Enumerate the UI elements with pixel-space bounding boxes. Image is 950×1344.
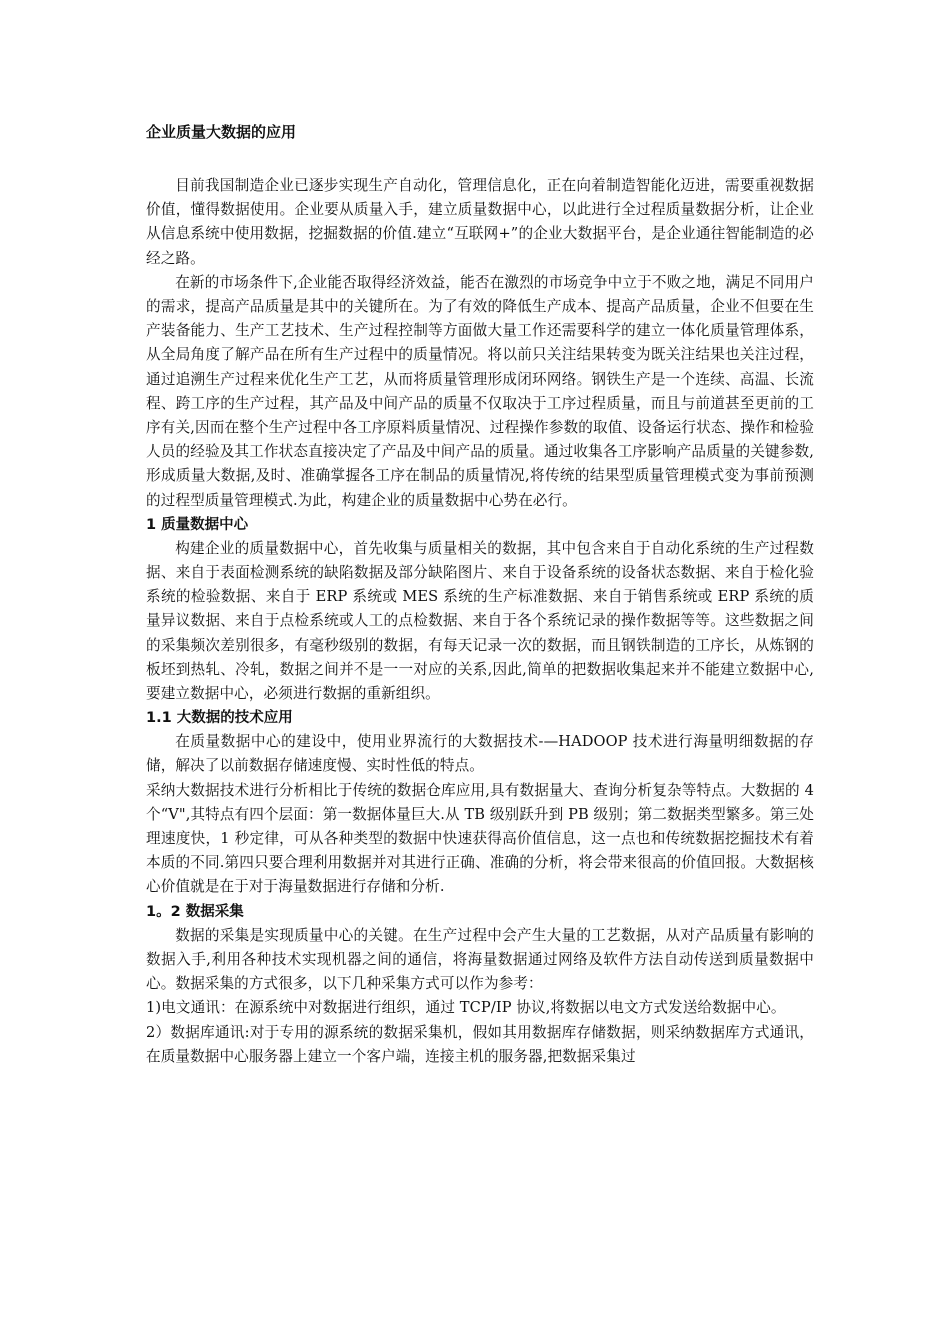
document-title: 企业质量大数据的应用 xyxy=(146,123,297,141)
intro-paragraph-2: 在新的市场条件下,企业能否取得经济效益，能否在激烈的市场竞争中立于不败之地，满足不同用户的需求，提高产品质量是其中的关键所在。为了有效的降低生产成本、提高产品质量，企业不但要在生产装备能力、生产工艺技术、生产过程控制等方面做大量工作还需要科学的建立一体化质量管理体系，从全局角度了解产品在所有生产过程中的质量情况。将以前只关注结果转变为既关注结果也关注过程，通过追溯生产过程来优化生产工艺，从而将质量管理形成闭环网络。钢铁生产是一个连续、高温、长流程、跨工序的生产过程，其产品及中间产品的质量不仅取决于工序过程质量，而且与前道甚至更前的工序有关,因而在整个生产过程中各工序原料质量情况、过程操作参数的取值、设备运行状态、操作和检验人员的经验及其工作状态直接决定了产品及中间产品的质量。通过收集各工序影响产品质量的关键参数,形成质量大数据,及时、准确掌握各工序在制品的质量情况,将传统的结果型质量管理模式变为事前预测的过程型质量管理模式.为此，构建企业的质量数据中心势在必行。 xyxy=(146,273,814,509)
section1-1-paragraph-1: 在质量数据中心的建设中，使用业界流行的大数据技术-—HADOOP 技术进行海量明细数据的存储，解决了以前数据存储速度慢、实时性低的特点。 xyxy=(146,733,814,775)
document-page xyxy=(146,120,814,1069)
section1-paragraph-1: 构建企业的质量数据中心，首先收集与质量相关的数据，其中包含来自于自动化系统的生产过程数据、来自于表面检测系统的缺陷数据及部分缺陷图片、来自于设备系统的设备状态数据、来自于检化验系统的检验数据、来自于 ERP 系统或 MES 系统的生产标准数据、来自于销售系统或 ERP 系统的质量异议数据、来自于点检系统或人工的点检数据、来自于各个系统记录的操作数据等等。这些数据之间的采集频次差别很多，有毫秒级别的数据，有每天记录一次的数据，而且钢铁制造的工序长，从炼钢的板坯到热轧、冷轧，数据之间并不是一一对应的关系,因此,简单的把数据收集起来并不能建立数据中心,要建立数据中心，必须进行数据的重新组织。 xyxy=(146,539,814,703)
intro-paragraph-1: 目前我国制造企业已逐步实现生产自动化，管理信息化，正在向着制造智能化迈进，需要重视数据价值，懂得数据使用。企业要从质量入手，建立质量数据中心，以此进行全过程质量数据分析，让企业从信息系统中使用数据，挖掘数据的价值.建立“互联网+”的企业大数据平台，是企业通往智能制造的必经之路。 xyxy=(146,177,814,267)
section1-2-paragraph-1: 数据的采集是实现质量中心的关键。在生产过程中会产生大量的工艺数据，从对产品质量有影响的数据入手,利用各种技术实现机器之间的通信，将海量数据通过网络及软件方法自动传送到质量数据中心。数据采集的方式很多，以下几种采集方式可以作为参考： xyxy=(146,926,814,993)
section1-2-paragraph-3: 2）数据库通讯:对于专用的源系统的数据采集机，假如其用数据库存储数据，则采纳数据库方式通讯，在质量数据中心服务器上建立一个客户端，连接主机的服务器,把数据采集过 xyxy=(146,1023,814,1065)
section-heading-data-collection: 1。2 数据采集 xyxy=(146,903,244,920)
section1-1-paragraph-2: 采纳大数据技术进行分析相比于传统的数据仓库应用,具有数据量大、查询分析复杂等特点。大数据的 4 个“V",其特点有四个层面：第一数据体量巨大.从 TB 级别跃升到 PB 级别；第二数据类型繁多。第三处理速度快，1 秒定律，可从各种类型的数据中快速获得高价值信息，这一点也和传统数据挖掘技术有着本质的不同.第四只要合理利用数据并对其进行正确、准确的分析，将会带来很高的价值回报。大数据核心价值就是在于对于海量数据进行存储和分析. xyxy=(146,781,814,896)
section-heading-quality-data-center: 1 质量数据中心 xyxy=(146,516,249,533)
section-heading-big-data-tech: 1.1 大数据的技术应用 xyxy=(146,710,293,727)
section1-2-paragraph-2: 1)电文通讯：在源系统中对数据进行组织，通过 TCP/IP 协议,将数据以电文方式发送给数据中心。 xyxy=(146,999,786,1017)
